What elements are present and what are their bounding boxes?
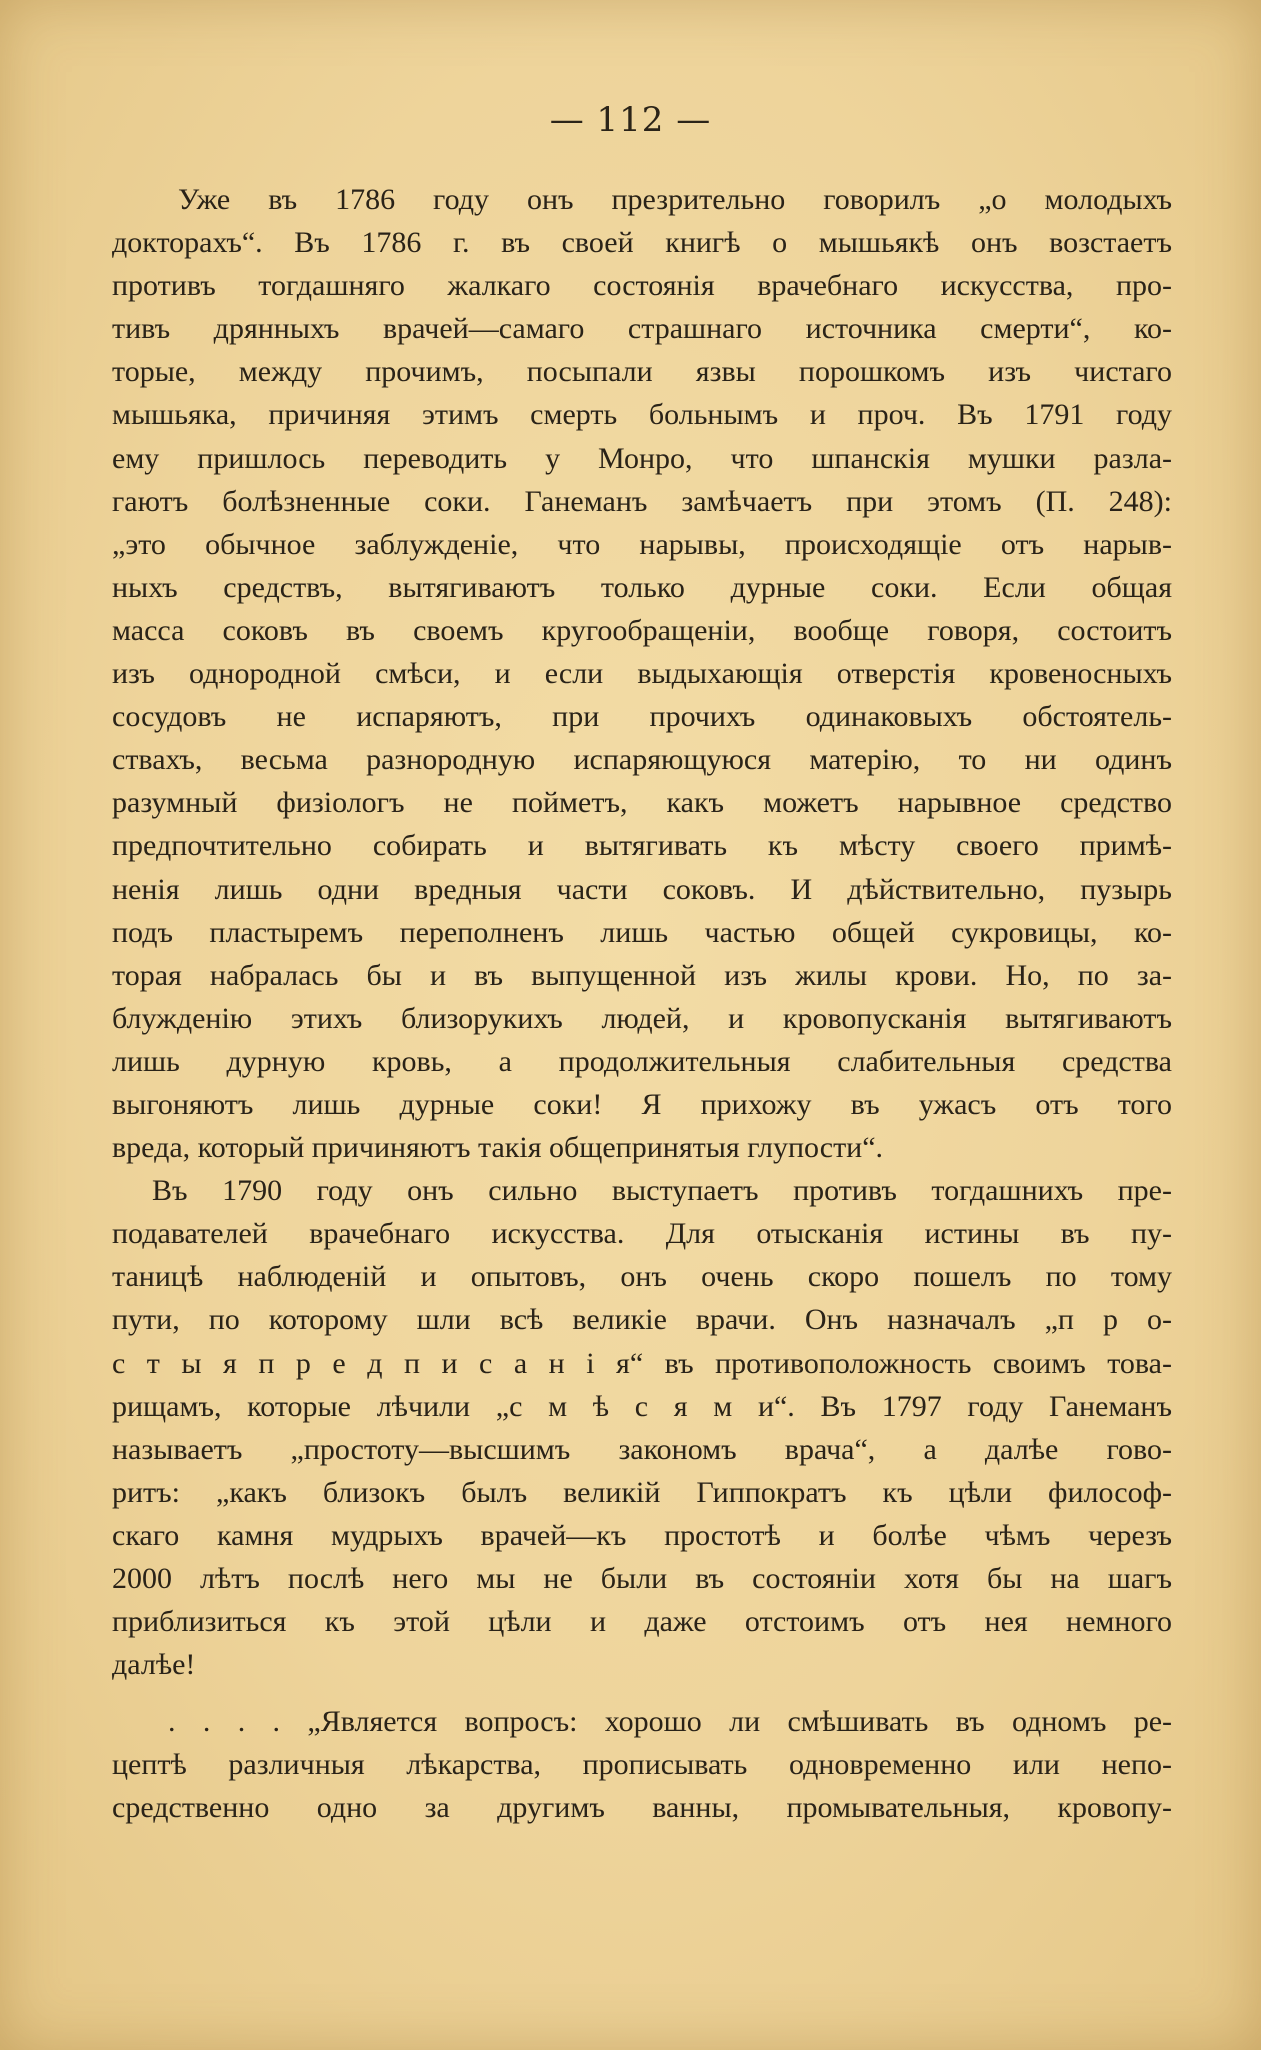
text-line: называетъ „простоту—высшимъ закономъ врача“, а далѣе гово- [112,1432,1172,1466]
text-line: приблизиться къ этой цѣли и даже отстоимъ отъ нея немного [112,1605,1172,1639]
text-line: Въ 1790 году онъ сильно выступаетъ противъ тогдашнихъ пре- [152,1174,1172,1208]
text-line: ствахъ, весьма разнородную испаряющуюся матерію, то ни одинъ [112,743,1172,777]
text-line: . . . . „Является вопросъ: хорошо ли смѣшивать въ одномъ ре- [168,1705,1172,1739]
text-line: таницѣ наблюденій и опытовъ, онъ очень скоро пошелъ по тому [112,1260,1172,1294]
text-line: масса соковъ въ своемъ кругообращеніи, вообще говоря, состоитъ [112,613,1172,647]
text-line: блужденію этихъ близорукихъ людей, и кровопусканія вытягиваютъ [112,1001,1172,1035]
text-line: Уже въ 1786 году онъ презрительно говорилъ „о молодыхъ [178,183,1172,216]
text-line: „это обычное заблужденіе, что нарывы, происходящіе отъ нарыв- [112,527,1172,561]
text-line: пути, по которому шли всѣ великіе врачи. Онъ назначалъ „п р о- [112,1303,1172,1337]
text-line: рищамъ, которые лѣчили „с м ѣ с я м и“. Въ 1797 году Ганеманъ [112,1389,1172,1423]
text-line: с т ы я п р е д п и с а н і я“ въ противоположность своимъ това- [112,1346,1172,1380]
text-line: торая набралась бы и въ выпущенной изъ жилы крови. Но, по за- [112,958,1172,992]
text-line: разумный физіологъ не пойметъ, какъ можетъ нарывное средство [112,786,1172,820]
text-line: противъ тогдашняго жалкаго состоянія врачебнаго искусства, про- [112,269,1172,303]
text-line: ныхъ средствъ, вытягиваютъ только дурные соки. Если общая [112,570,1172,604]
text-line: вреда, который причиняютъ такія общепринятыя глупости“. [112,1131,884,1165]
text-line: цептѣ различныя лѣкарства, прописывать одновременно или непо- [112,1748,1172,1782]
text-line: средственно одно за другимъ ванны, промывательныя, кровопу- [112,1791,1172,1825]
text-line: скаго камня мудрыхъ врачей—къ простотѣ и болѣе чѣмъ черезъ [112,1518,1172,1552]
text-line: выгоняютъ лишь дурные соки! Я прихожу въ ужасъ отъ того [112,1087,1172,1121]
text-line: мышьяка, причиняя этимъ смерть больнымъ и проч. Въ 1791 году [112,398,1172,432]
text-line: подавателей врачебнаго искусства. Для отысканія истины въ пу- [112,1217,1172,1251]
page-number: — 112 — [549,100,712,140]
text-line: подъ пластыремъ переполненъ лишь частью общей сукровицы, ко- [112,915,1172,949]
text-line: 2000 лѣтъ послѣ него мы не были въ состояніи хотя бы на шагъ [112,1562,1172,1595]
text-line: докторахъ“. Въ 1786 г. въ своей книгѣ о мышьякѣ онъ возстаетъ [112,226,1172,260]
text-line: предпочтительно собирать и вытягивать къ мѣсту своего примѣ- [112,829,1172,863]
text-line: сосудовъ не испаряютъ, при прочихъ одинаковыхъ обстоятель- [112,700,1172,734]
text-line: изъ однородной смѣси, и если выдыхающія отверстія кровеносныхъ [112,657,1172,691]
text-line: тивъ дрянныхъ врачей—самаго страшнаго источника смерти“, ко- [112,312,1172,346]
text-line: ненія лишь одни вредныя части соковъ. И дѣйствительно, пузырь [112,872,1172,906]
text-line: далѣе! [112,1648,196,1682]
text-line: ритъ: „какъ близокъ былъ великій Гиппократъ къ цѣли философ- [112,1475,1172,1509]
text-line: торые, между прочимъ, посыпали язвы порошкомъ изъ чистаго [112,355,1172,389]
text-line: лишь дурную кровь, а продолжительныя слабительныя средства [112,1044,1172,1078]
text-line: гаютъ болѣзненные соки. Ганеманъ замѣчаетъ при этомъ (П. 248): [112,484,1172,518]
body-text [112,178,1172,1830]
text-line: ему пришлось переводить у Монро, что шпанскія мушки разла- [112,441,1172,475]
